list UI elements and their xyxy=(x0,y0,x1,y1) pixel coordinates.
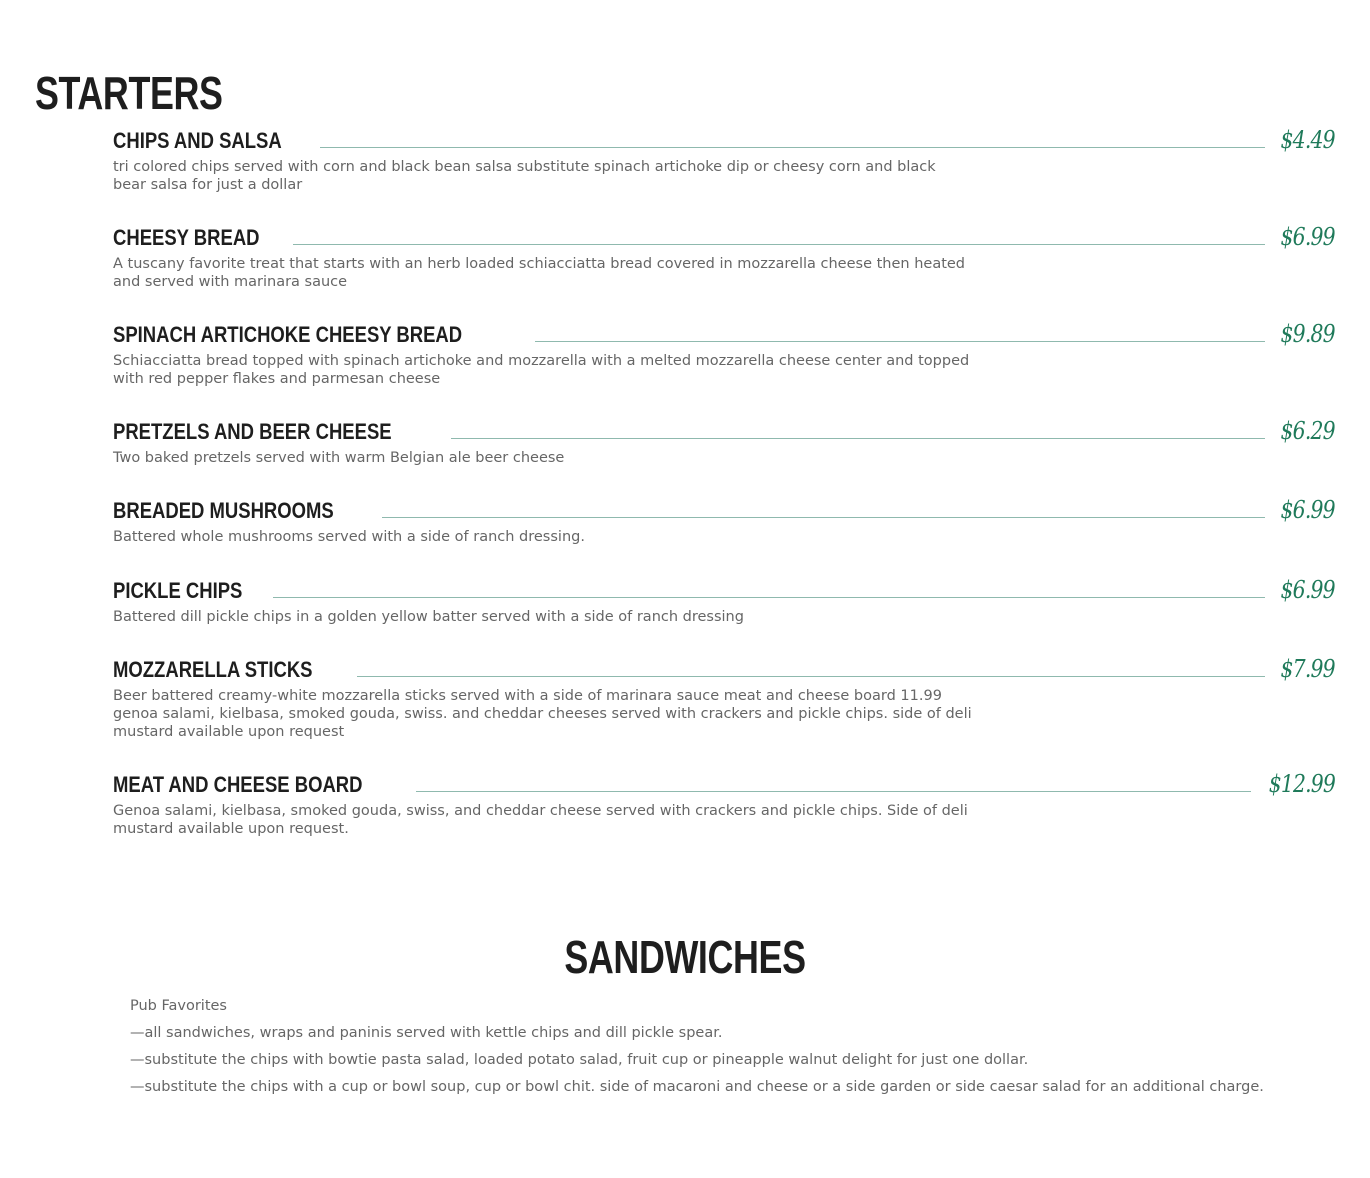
item-price: $6.99 xyxy=(1280,576,1335,604)
item-name: MOZZARELLA STICKS xyxy=(113,657,313,682)
item-name: PICKLE CHIPS xyxy=(113,578,243,603)
price-leader xyxy=(293,243,1265,245)
menu-item-breaded-mushrooms xyxy=(113,494,1335,546)
item-description: Two baked pretzels served with warm Belgian ale beer cheese xyxy=(113,450,565,466)
section-title-sandwiches: SANDWICHES xyxy=(564,931,806,983)
menu-item-spinach-artichoke-cheesy-bread xyxy=(113,318,1335,388)
menu-item-cheesy-bread xyxy=(113,221,1335,291)
item-description: A tuscany favorite treat that starts with an herb loaded schiacciatta bread covered in mozzarella cheese then heated and served with marinara sauce xyxy=(113,256,966,290)
item-price: $7.99 xyxy=(1280,655,1335,683)
item-description: Beer battered creamy-white mozzarella sticks served with a side of marinara sauce meat and cheese board 11.99 genoa salami, kielbasa, smoked gouda, swiss. and cheddar cheeses served with crackers and pickle chips. side of deli mustard available upon request xyxy=(113,688,972,740)
item-description: Genoa salami, kielbasa, smoked gouda, swiss, and cheddar cheese served with crackers and pickle chips. Side of deli mustard available upon request. xyxy=(113,803,968,837)
item-price: $6.29 xyxy=(1280,417,1335,445)
item-name: CHIPS AND SALSA xyxy=(113,128,282,153)
item-price: $6.99 xyxy=(1280,496,1335,524)
price-leader xyxy=(273,596,1265,598)
price-leader xyxy=(382,516,1265,518)
item-description: Battered dill pickle chips in a golden yellow batter served with a side of ranch dressing xyxy=(113,609,744,625)
item-name: MEAT AND CHEESE BOARD xyxy=(113,772,363,797)
price-leader xyxy=(416,790,1251,792)
menu-item-meat-and-cheese-board xyxy=(113,768,1335,838)
menu-item-pretzels-and-beer-cheese xyxy=(113,415,1335,467)
price-leader xyxy=(357,675,1266,677)
item-description: tri colored chips served with corn and black bean salsa substitute spinach artichoke dip or cheesy corn and black bear salsa for just a dollar xyxy=(113,159,936,193)
item-name: BREADED MUSHROOMS xyxy=(113,498,334,523)
price-leader xyxy=(320,146,1265,148)
menu-item-chips-and-salsa xyxy=(113,124,1335,194)
item-name: SPINACH ARTICHOKE CHEESY BREAD xyxy=(113,322,463,347)
section-title-starters: STARTERS xyxy=(35,67,223,119)
price-leader xyxy=(535,340,1266,342)
item-price: $12.99 xyxy=(1268,770,1335,798)
item-name: PRETZELS AND BEER CHEESE xyxy=(113,419,392,444)
item-description: Battered whole mushrooms served with a side of ranch dressing. xyxy=(113,529,585,545)
note-substitute-additional-charge: —substitute the chips with a cup or bowl soup, cup or bowl chit. side of macaroni and cheese or a side garden or side caesar salad for an additional charge. xyxy=(130,1079,1264,1095)
item-name: CHEESY BREAD xyxy=(113,225,260,250)
note-substitute-one-dollar: —substitute the chips with bowtie pasta salad, loaded potato salad, fruit cup or pineapple walnut delight for just one dollar. xyxy=(130,1052,1029,1068)
item-price: $9.89 xyxy=(1280,320,1335,348)
sandwich-notes xyxy=(130,997,1330,1105)
item-price: $6.99 xyxy=(1280,223,1335,251)
item-description: Schiacciatta bread topped with spinach artichoke and mozzarella with a melted mozzarella cheese center and topped with red pepper flakes and parmesan cheese xyxy=(113,353,970,387)
note-served-with: —all sandwiches, wraps and paninis served with kettle chips and dill pickle spear. xyxy=(130,1025,723,1041)
menu-item-mozzarella-sticks xyxy=(113,653,1335,741)
item-price: $4.49 xyxy=(1280,126,1335,154)
price-leader xyxy=(451,437,1266,439)
note-pub-favorites: Pub Favorites xyxy=(130,998,227,1014)
menu-item-pickle-chips xyxy=(113,574,1335,626)
